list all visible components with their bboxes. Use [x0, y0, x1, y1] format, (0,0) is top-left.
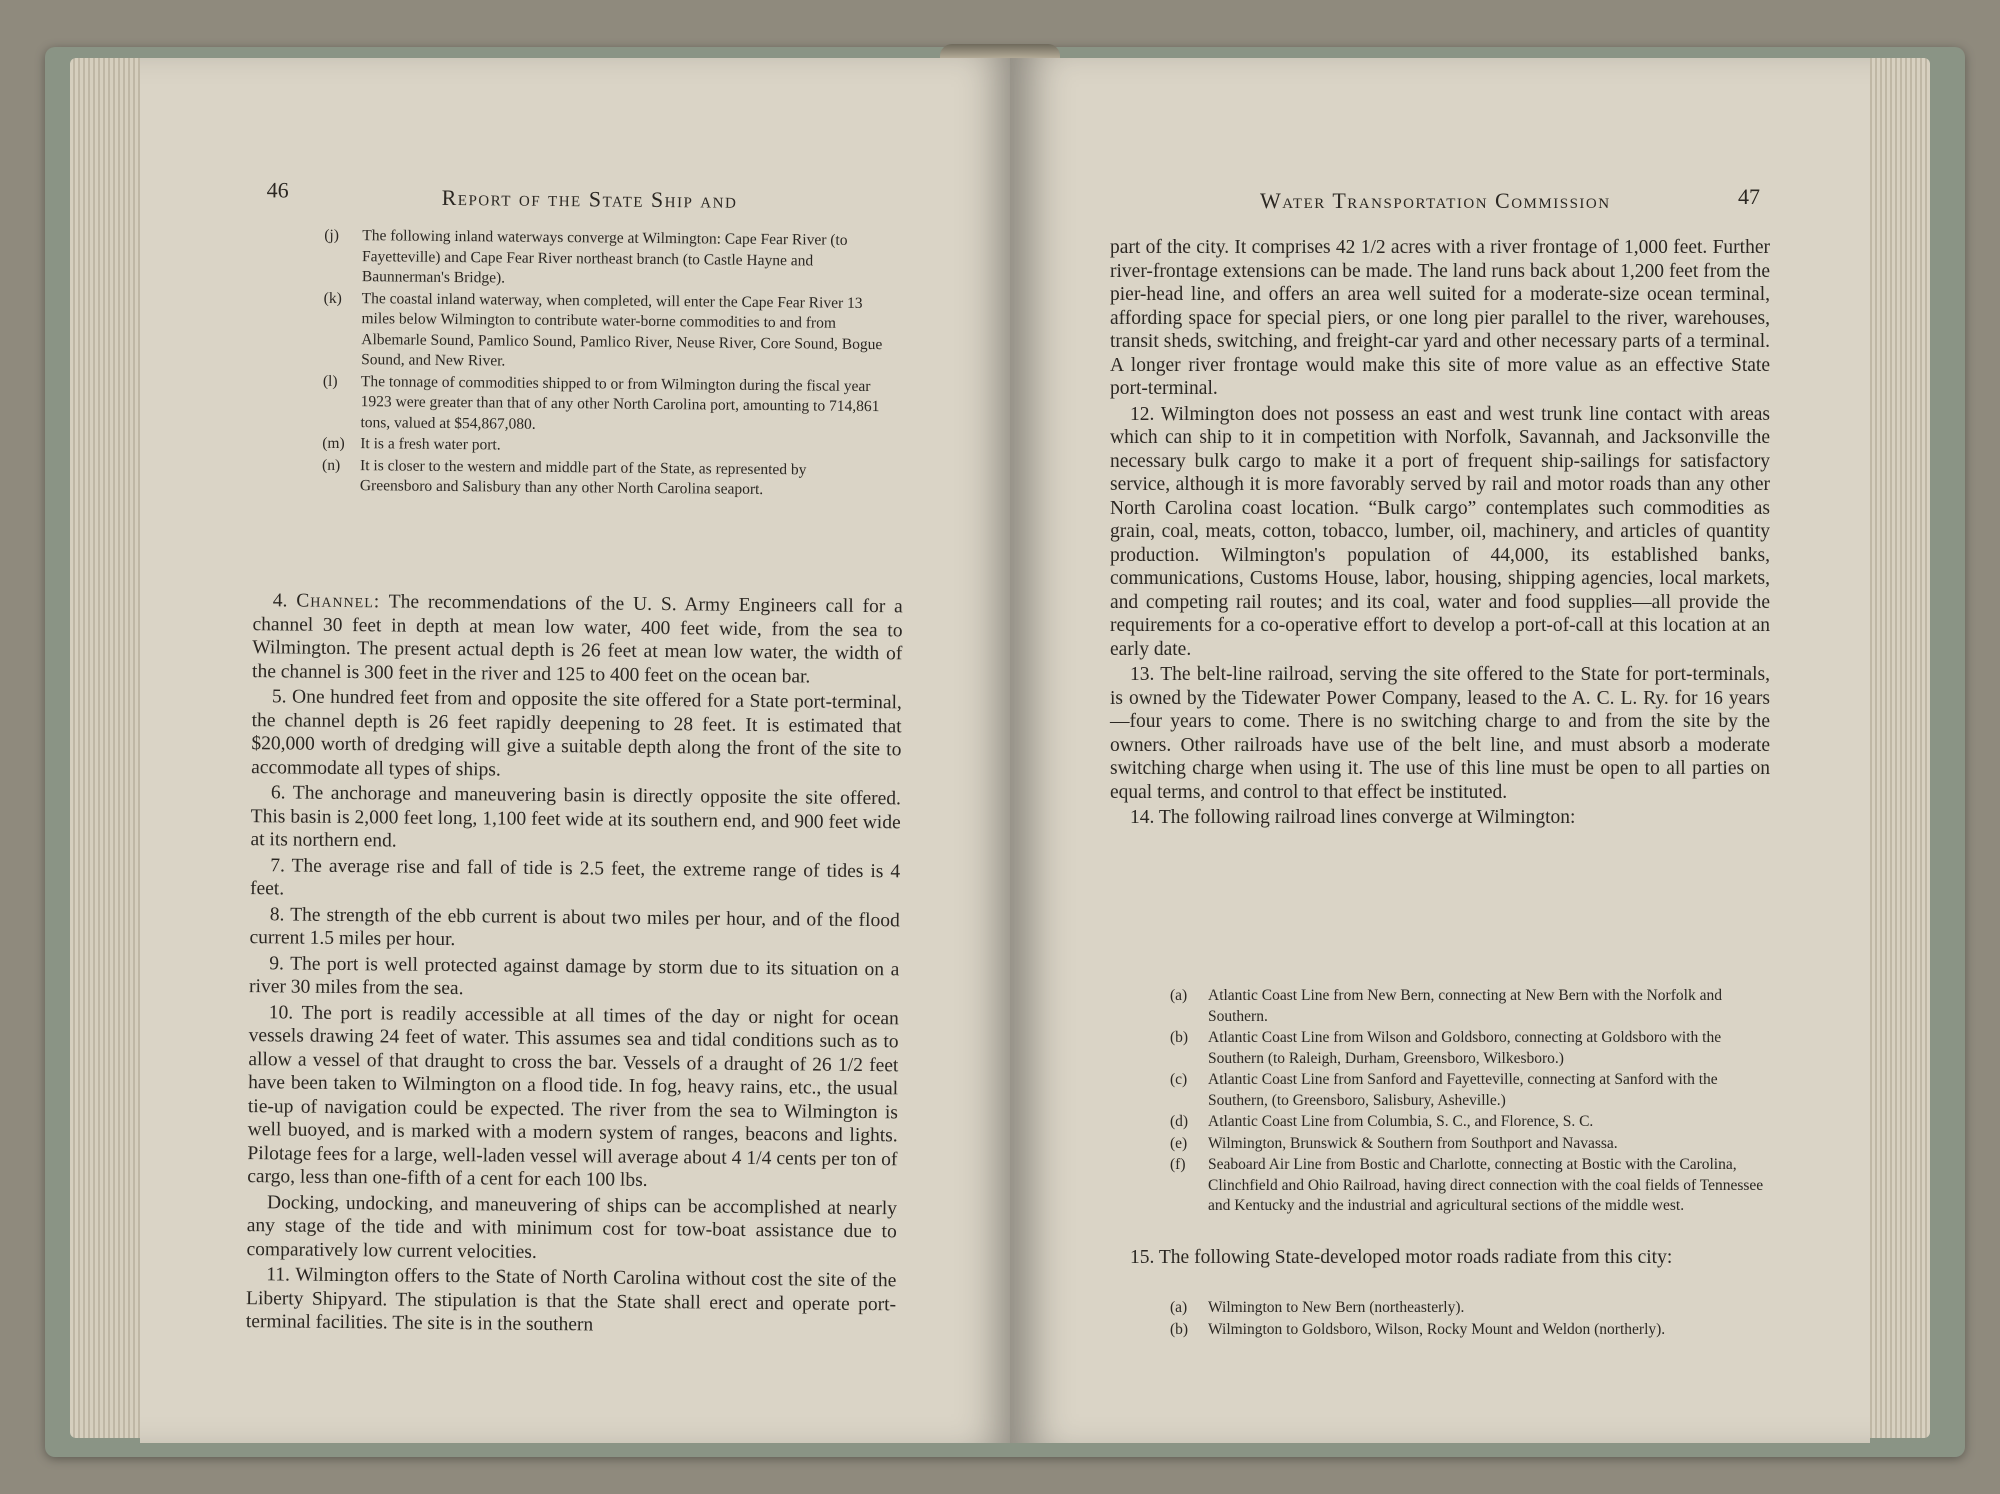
paragraph: 14. The following railroad lines converge at Wilmington:: [1130, 807, 1576, 828]
page-edges-right: [1860, 58, 1930, 1438]
paragraph-15: 15. The following State-developed motor roads radiate from this city:: [1130, 1247, 1673, 1268]
list-marker: (m): [322, 434, 345, 452]
list-item-text: Atlantic Coast Line from Sanford and Fayetteville, connecting at Sanford with the Southern, (to Greensboro, Salisbury, Asheville.): [1208, 1071, 1718, 1109]
list-item: [322, 455, 882, 501]
right-body-text: [1110, 236, 1770, 832]
list-marker: (n): [322, 456, 341, 474]
page-number: 46: [266, 177, 289, 203]
list-marker: (l): [322, 372, 338, 390]
list-marker: (f): [1170, 1156, 1186, 1173]
list-item-text: Atlantic Coast Line from New Bern, connecting at New Bern with the Norfolk and Southern.: [1208, 987, 1722, 1025]
paragraph: 11. Wilmington offers to the State of North Carolina without cost the site of the Liberty Shipyard. The stipulation is that the State shall erect and operate port-terminal facilities. The site is in the southern: [245, 1264, 897, 1336]
list-item-text: The coastal inland waterway, when completed, will enter the Cape Fear River 13 miles below Wilmington to contribute water-borne commodities to and from Albemarle Sound, Pamlico Sound, Pamlico River, Neuse River, Core Sound, Bogue Sound, and New River.: [361, 289, 883, 370]
right-page: [1010, 58, 1870, 1443]
list-item: [323, 288, 884, 375]
list-item: [1170, 1070, 1770, 1111]
list-marker: (k): [323, 289, 342, 307]
left-page-content: [140, 58, 1020, 1336]
list-marker: (a): [1170, 987, 1188, 1004]
list-item: [1170, 986, 1770, 1027]
waterway-list: [322, 226, 885, 503]
list-item-text: Wilmington to New Bern (northeasterly).: [1208, 1299, 1465, 1316]
list-item-text: Wilmington, Brunswick & Southern from Southport and Navassa.: [1208, 1134, 1618, 1152]
list-marker: (e): [1170, 1134, 1188, 1152]
list-item-text: It is closer to the western and middle part of the State, as represented by Greensboro and Salisbury than any other North Carolina seaport.: [359, 456, 807, 499]
list-item-text: The following inland waterways converge at Wilmington: Cape Fear River (to Fayetteville) and Cape Fear River northeast branch (to Castle Hayne and Baunnerman's Bridge).: [361, 227, 848, 287]
paragraph: part of the city. It comprises 42 1/2 acres with a river frontage of 1,000 feet. Further river-frontage extensions can be made. The land runs back about 1,200 feet from the pier-head line, and offers an area well suited for a moderate-size ocean terminal, affording space for special piers, or one long pier parallel to the river, warehouses, transit sheds, switching, and freight-car yard and other necessary parts of a terminal. A longer river frontage would make this site of more value as an effective State port-terminal.: [1110, 237, 1770, 399]
running-head: Water Transportation Commission: [1260, 188, 1611, 213]
paragraph: 12. Wilmington does not possess an east and west trunk line contact with areas which can ship to it in competition with Norfolk, Savannah, and Jacksonville the necessary bulk cargo to make it a port of frequent ship-sailings for satisfactory service, although it is more favorably served by rail and motor roads than any other North Carolina coast location. “Bulk cargo” contemplates such commodities as grain, coal, meats, cotton, tobacco, lumber, oil, machinery, and articles of quantity production. Wilmington's population of 44,000, its established banks, communications, Customs House, labor, housing, shipping agencies, local markets, and competing rail routes; and its coal, water and food supplies—all provide the requirements for a co-operative effort to develop a port-of-call at this location at an early date.: [1110, 403, 1770, 660]
list-item-text: It is a fresh water port.: [360, 435, 501, 454]
list-marker: (j): [324, 226, 340, 244]
list-marker: (b): [1170, 1320, 1189, 1338]
list-item: [1170, 1028, 1770, 1069]
paragraph-text: The recommendations of the U. S. Army Engineers call for a channel 30 feet in depth at mean low water, 400 feet wide, from the sea to Wilmington. The present actual depth is 26 feet at mean low water, the width of the channel is 300 feet in the river and 125 to 400 feet on the ocean bar.: [252, 591, 903, 687]
list-item: [1170, 1134, 1770, 1155]
list-marker: (a): [1170, 1299, 1188, 1316]
paragraph: 5. One hundred feet from and opposite the site offered for a State port-terminal, the channel depth is 26 feet rapidly deepening to 28 feet. It is estimated that $20,000 worth of dredging will give a suitable depth along the front of the site to accommodate all types of ships.: [251, 686, 902, 780]
paragraph: 13. The belt-line railroad, serving the site offered to the State for port-terminals, is owned by the Tidewater Power Company, leased to the A. C. L. Ry. for 16 years—four years to come. There is no switching charge to and from the site by the owners. Other railroads have use of the belt line, and must absorb a moderate switching charge when using it. The use of this line must be open to all parties on equal terms, and control to that effect be instituted.: [1110, 664, 1770, 803]
list-item-text: The tonnage of commodities shipped to or from Wilmington during the fiscal year 1923 were greater than that of any other North Carolina port, amounting to 714,861 tons, valued at $54,867,080.: [360, 372, 880, 433]
paragraph: 10. The port is readily accessible at all times of the day or night for ocean vessels drawing 24 feet of water. This assumes sea and tidal conditions such as to allow a vessel of that draught to cross the bar. Vessels of a draught of 26 1/2 feet have been taken to Wilmington on a flood tide. In fog, heavy rains, etc., the usual tie-up of navigation could be expected. The river from the sea to Wilmington is well buoyed, and is marked with a modern system of ranges, beacons and lights. Pilotage fees for a large, well-laden vessel will average about 4 1/4 cents per ton of cargo, less than one-fifth of a cent for each 100 lbs.: [247, 1001, 899, 1191]
paragraph: 6. The anchorage and maneuvering basin is directly opposite the site offered. This basin is 2,000 feet long, 1,100 feet wide at its southern end, and 900 feet wide at its northern end.: [250, 782, 902, 852]
list-item: [324, 226, 885, 293]
paragraph: Docking, undocking, and maneuvering of ships can be accomplished at nearly any stage of the tide and with minimum cost for tow-boat assistance due to comparatively low current velocities.: [246, 1191, 898, 1263]
left-page: [140, 58, 1020, 1443]
page-number: 47: [1738, 184, 1760, 209]
running-head: Report of the State Ship and: [441, 184, 738, 213]
list-item-text: Atlantic Coast Line from Wilson and Goldsboro, connecting at Goldsboro with the Southern (to Raleigh, Durham, Greensboro, Wilkesboro.): [1208, 1029, 1722, 1067]
paragraph-channel: [252, 589, 903, 689]
list-marker: (b): [1170, 1029, 1189, 1046]
list-item: [1170, 1155, 1770, 1217]
railroad-list: [1170, 986, 1770, 1218]
list-item: [1170, 1298, 1770, 1319]
paragraph: 9. The port is well protected against damage by storm due to its situation on a river 30 miles from the sea.: [248, 952, 900, 1000]
section-heading: Channel:: [296, 590, 381, 613]
list-item-text: Seaboard Air Line from Bostic and Charlotte, connecting at Bostic with the Carolina, Clinchfield and Ohio Railroad, having direct connection with the coal fields of Tennessee and Kentucky and the industrial and agricultural sections of the middle west.: [1208, 1156, 1764, 1214]
paragraph-15-block: [1110, 1246, 1770, 1272]
paragraph: 7. The average rise and fall of tide is 2.5 feet, the extreme range of tides is 4 feet.: [249, 854, 901, 900]
list-marker: (d): [1170, 1113, 1189, 1130]
list-marker: (c): [1170, 1071, 1188, 1088]
list-item-text: Wilmington to Goldsboro, Wilson, Rocky Mount and Weldon (northerly).: [1208, 1320, 1666, 1338]
paragraph-number: 4.: [272, 590, 297, 612]
motor-road-list: [1170, 1298, 1770, 1341]
paragraph: 8. The strength of the ebb current is about two miles per hour, and of the flood current 1.5 miles per hour.: [249, 903, 900, 951]
list-item: [1170, 1112, 1770, 1133]
list-item-text: Atlantic Coast Line from Columbia, S. C., and Florence, S. C.: [1208, 1113, 1594, 1130]
list-item: [1170, 1320, 1770, 1341]
left-body-text: [246, 589, 903, 1342]
list-item: [322, 371, 883, 438]
